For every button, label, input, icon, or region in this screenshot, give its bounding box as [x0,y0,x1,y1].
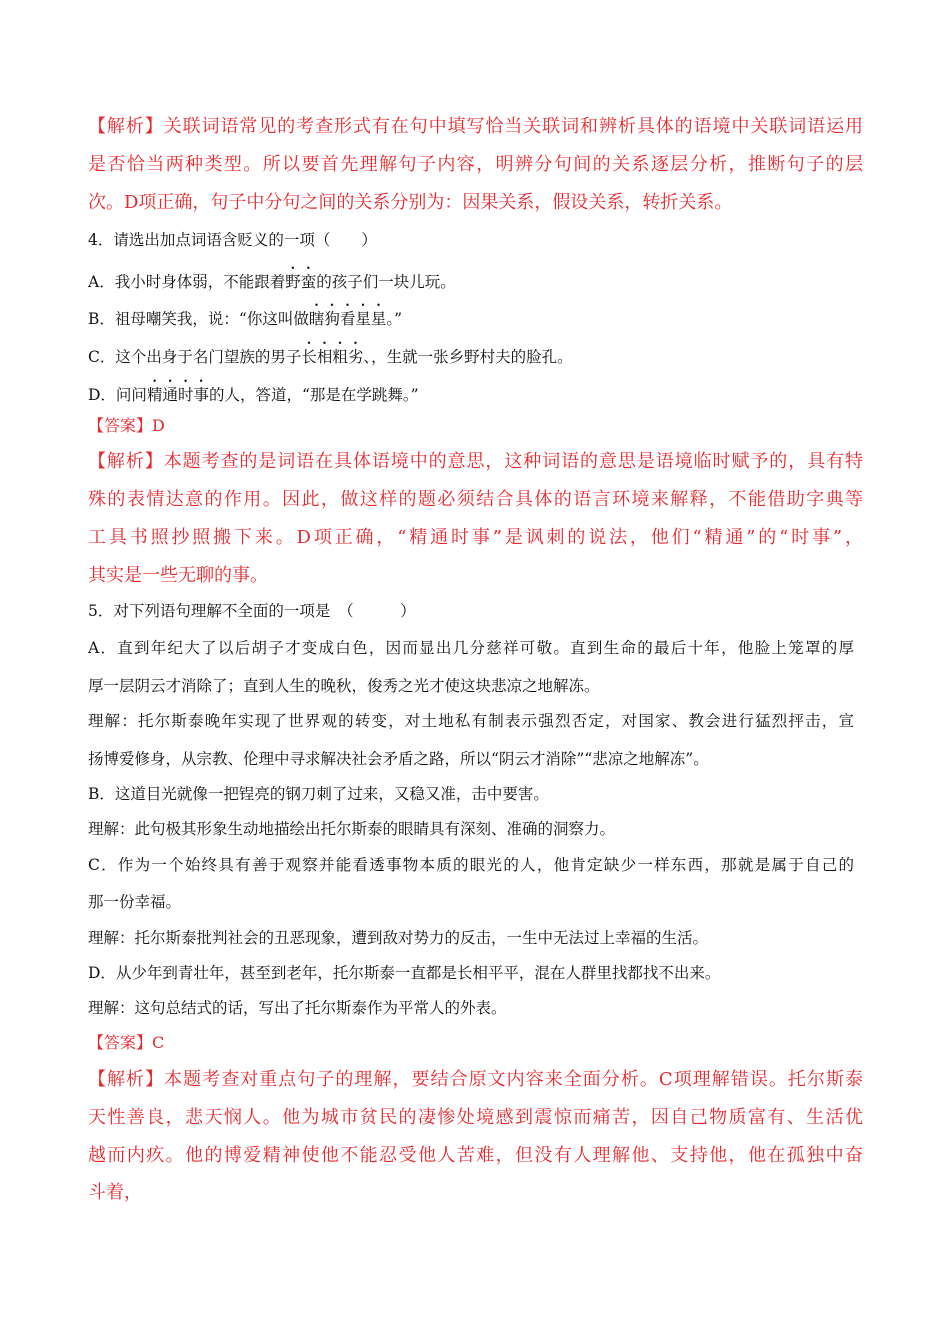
option-text: 的孩子们一块儿玩。 [316,273,456,291]
q5-analysis-line: 天性善良，悲天悯人。他为城市贫民的凄惨处境感到震惊而痛苦，因自己物质富有、生活优 [88,1107,863,1128]
dotted-word: 瞎狗看星星 [308,310,387,328]
analysis-text: 关联词语常见的考查形式有在句中填写恰当关联词和辨析具体的语境中关联词语运用 [163,116,863,137]
analysis-label: 【解析】 [88,451,164,472]
option-text: A．我小时身体弱，不能跟着 [88,273,286,291]
q5-line: 理解：此句极其形象生动地描绘出托尔斯泰的眼睛具有深刻、准确的洞察力。 [88,820,616,838]
q5-line: D．从少年到青壮年，甚至到老年，托尔斯泰一直都是长相平平，混在人群里找都找不出来。 [88,964,721,982]
q4-answer [88,414,165,438]
q5-analysis-line [88,1068,863,1092]
option-text: 的人，答道，“那是在学跳舞。” [208,386,419,404]
q5-analysis-line: 越而内疚。他的博爱精神使他不能忍受他人苦难，但没有人理解他、支持他，他在孤独中奋 [88,1145,863,1166]
q4-option-a [88,264,456,294]
analysis-text: 本题考查的是词语在具体语境中的意思，这种词语的意思是语境临时赋予的，具有特 [163,451,863,472]
q4-analysis-line: 其实是一些无聊的事。 [88,565,268,586]
option-text: C．这个出身于名门望族的男子 [88,348,302,366]
q4-option-d [88,377,419,407]
analysis-label: 【解析】 [88,1069,165,1090]
option-text: D．问问 [88,386,147,404]
q5-line: B．这道目光就像一把锃亮的钢刀刺了过来，又稳又准，击中要害。 [88,785,549,803]
q3-analysis-line: 是否恰当两种类型。所以要首先理解句子内容，明辨分句间的关系逐层分析，推断句子的层 [88,154,863,175]
q4-option-b [88,301,402,331]
option-text: 、，生就一张乡野村夫的脸孔。 [363,348,573,366]
q4-option-c [88,339,573,369]
q4-stem: 4．请选出加点词语含贬义的一项（ ） [88,231,377,249]
option-text: B．祖母嘲笑我，说：“你这叫做 [88,310,309,328]
q3-analysis-line: 次。D项正确，句子中分句之间的关系分别为：因果关系，假设关系，转折关系。 [88,192,733,213]
q5-line: 扬博爱修身，从宗教、伦理中寻求解决社会矛盾之路，所以“阴云才消除”“悲凉之地解冻”。 [88,750,709,768]
q5-line: A．直到年纪大了以后胡子才变成白色，因而显出几分慈祥可敬。直到生命的最后十年，他脸上笼罩的厚 [88,639,854,657]
answer-label: 【答案】 [88,1033,153,1052]
q4-analysis-line [88,450,863,474]
q5-stem: 5．对下列语句理解不全面的一项是 （ ） [88,602,416,620]
dotted-word: 精通时事 [146,386,209,404]
answer-value: C [152,1033,165,1052]
dotted-word: 长相粗劣 [301,348,364,366]
q5-line: 理解：这句总结式的话，写出了托尔斯泰作为平常人的外表。 [88,999,507,1017]
analysis-text: 本题考查对重点句子的理解，要结合原文内容来全面分析。C项理解错误。托尔斯泰 [164,1069,863,1090]
q5-analysis-line: 斗着， [88,1182,142,1203]
q5-line: 理解：托尔斯泰批判社会的丑恶现象，遭到敌对势力的反击，一生中无法过上幸福的生活。 [88,929,709,947]
option-text: 。” [386,310,403,328]
q5-answer [88,1031,164,1055]
q5-line: 理解：托尔斯泰晚年实现了世界观的转变，对土地私有制表示强烈否定，对国家、教会进行猛烈抨击，宣 [88,712,854,730]
q5-line: 那一份幸福。 [88,893,182,911]
answer-value: D [152,416,165,435]
q3-analysis-line [88,115,863,139]
q5-line: 厚一层阴云才消除了；直到人生的晚秋，俊秀之光才使这块悲凉之地解冻。 [88,677,600,695]
dotted-word: 野蛮 [285,273,317,291]
q5-line: C．作为一个始终具有善于观察并能看透事物本质的眼光的人，他肯定缺少一样东西，那就是属于自己的 [88,856,854,874]
answer-label: 【答案】 [88,416,153,435]
q4-analysis-line: 工具书照抄照搬下来。D项正确，“精通时事”是讽刺的说法，他们“精通”的“时事”， [88,527,863,548]
q4-analysis-line: 殊的表情达意的作用。因此，做这样的题必须结合具体的语言环境来解释，不能借助字典等 [88,489,863,510]
analysis-label: 【解析】 [88,116,164,137]
